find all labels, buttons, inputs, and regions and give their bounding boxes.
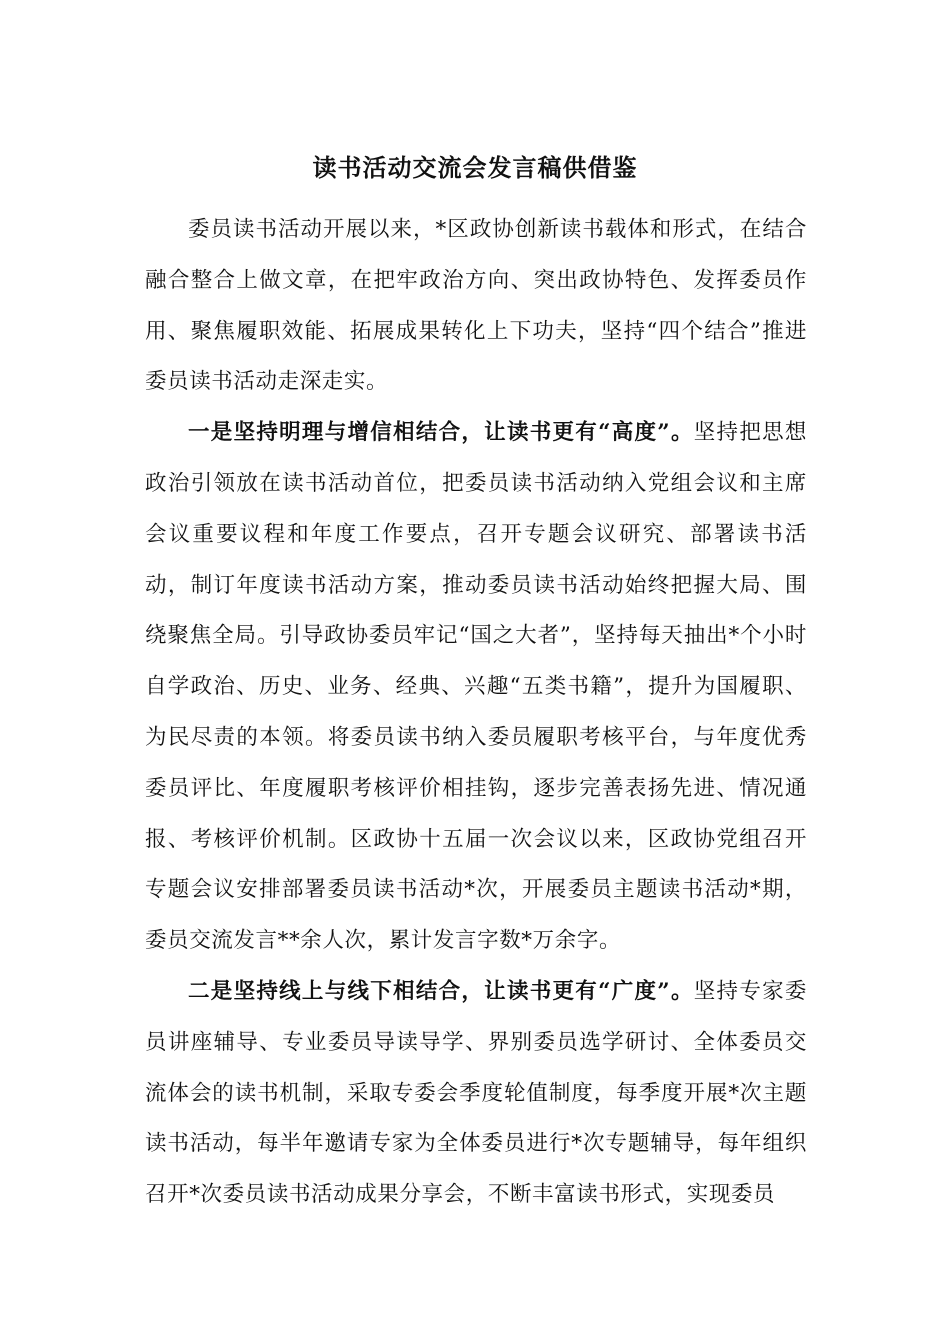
- paragraph-text: 坚持专家委员讲座辅导、专业委员导读导学、界别委员选学研讨、全体委员交流体会的读书机制，采取专委会季度轮值制度，每季度开展*次主题读书活动，每半年邀请专家为全体委员进行*次专题辅导，每年组织召开*次委员读书活动成果分享会，不断丰富读书形式，实现委员: [145, 978, 807, 1208]
- paragraph-intro: [145, 205, 807, 408]
- document-body: [145, 205, 807, 1221]
- document-title: 读书活动交流会发言稿供借鉴: [312, 153, 638, 182]
- paragraph-text: 委员读书活动开展以来，*区政协创新读书载体和形式，在结合融合整合上做文章，在把牢政治方向、突出政协特色、发挥委员作用、聚焦履职效能、拓展成果转化上下功夫，坚持“四个结合”推进委员读书活动走深走实。: [145, 217, 807, 395]
- paragraph-point-one: [145, 408, 807, 967]
- paragraph-lead: 一是坚持明理与增信相结合，让读书更有“高度”。: [188, 420, 694, 446]
- paragraph-point-two: [145, 967, 807, 1221]
- paragraph-lead: 二是坚持线上与线下相结合，让读书更有“广度”。: [188, 978, 694, 1004]
- paragraph-text: 坚持把思想政治引领放在读书活动首位，把委员读书活动纳入党组会议和主席会议重要议程和年度工作要点，召开专题会议研究、部署读书活动，制订年度读书活动方案，推动委员读书活动始终把握大局、围绕聚焦全局。引导政协委员牢记“国之大者”，坚持每天抽出*个小时自学政治、历史、业务、经典、兴趣“五类书籍”，提升为国履职、为民尽责的本领。将委员读书纳入委员履职考核平台，与年度优秀委员评比、年度履职考核评价相挂钩，逐步完善表扬先进、情况通报、考核评价机制。区政协十五届一次会议以来，区政协党组召开专题会议安排部署委员读书活动*次，开展委员主题读书活动*期，委员交流发言**余人次，累计发言字数*万余字。: [145, 420, 807, 954]
